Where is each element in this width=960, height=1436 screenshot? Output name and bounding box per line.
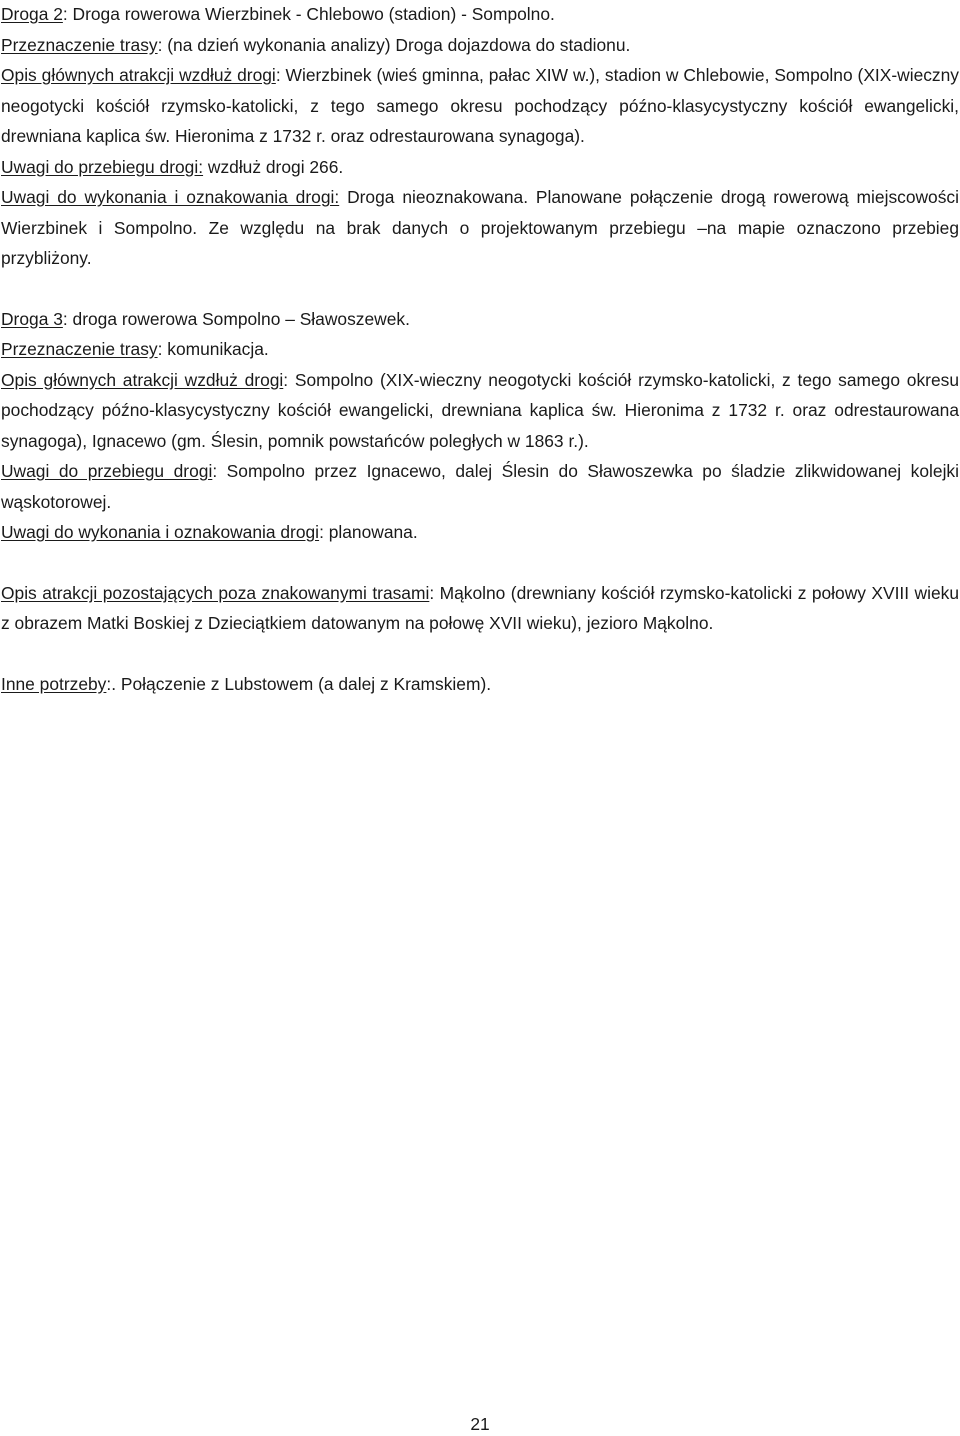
droga3-uwagi-wykonanie-label: Uwagi do wykonania i oznakowania drogi (1, 522, 320, 542)
inne-potrzeby-label: Inne potrzeby (1, 673, 107, 694)
droga3-title-label: Droga 3 (1, 308, 63, 329)
paragraph-gap (1, 639, 959, 669)
droga2-uwagi-wykonanie-label: Uwagi do wykonania i oznakowania drogi: (1, 187, 340, 207)
droga2-przeznaczenie-text: : (na dzień wykonania analizy) Droga dojazdowa do stadionu. (157, 34, 631, 55)
droga2-uwagi-wykonanie (1, 182, 959, 274)
droga3-przeznaczenie (1, 334, 959, 365)
droga3-opis-text: : Sompolno (XIX-wieczny neogotycki kościół rzymsko-katolicki, z tego samego okresu pochodzący późno-klasycystyczny kościół ewangelicki, drewniana kaplica św. Hieronima z 1732 r. oraz odrestaurowana synagoga), Ignacewo (gm. Ślesin, pomnik powstańców poległych w 1863 r.). (1, 369, 959, 451)
droga2-uwagi-przebieg-label: Uwagi do przebiegu drogi: (1, 156, 204, 177)
droga2-uwagi-przebieg (1, 152, 959, 183)
droga3-opis-label: Opis głównych atrakcji wzdłuż drogi (1, 369, 284, 390)
droga3-title (1, 304, 959, 335)
droga3-przeznaczenie-label: Przeznaczenie trasy (1, 339, 158, 359)
droga2-title (1, 0, 959, 30)
droga2-opis (1, 60, 959, 152)
droga2-przeznaczenie (1, 30, 959, 61)
droga2-title-label: Droga 2 (1, 4, 63, 24)
droga2-przeznaczenie-label: Przeznaczenie trasy (1, 34, 158, 55)
paragraph-gap (1, 548, 959, 578)
droga2-uwagi-przebieg-text: wzdłuż drogi 266. (203, 156, 344, 177)
atrakcje-poza-trasami (1, 578, 959, 639)
document-body (1, 0, 959, 699)
droga3-uwagi-przebieg-label: Uwagi do przebiegu drogi (1, 461, 213, 481)
droga3-uwagi-wykonanie-text: : planowana. (319, 522, 418, 542)
inne-potrzeby (1, 669, 959, 700)
atrakcje-poza-text: : Mąkolno (drewniany kościół rzymsko-katolicki z połowy XVIII wieku z obrazem Matki Boskiej z Dzieciątkiem datowanym na połowę XVII wieku), jezioro Mąkolno. (1, 582, 959, 633)
droga2-opis-text: : Wierzbinek (wieś gminna, pałac XIW w.), stadion w Chlebowie, Sompolno (XIX-wieczny neogotycki kościół rzymsko-katolicki, z tego samego okresu pochodzący późno-klasycystyczny kościół ewangelicki, drewniana kaplica św. Hieronima z 1732 r. oraz odrestaurowana synagoga). (1, 65, 959, 146)
atrakcje-poza-label: Opis atrakcji pozostających poza znakowanymi trasami (1, 582, 430, 603)
droga2-uwagi-wykonanie-text: Droga nieoznakowana. Planowane połączenie drogą rowerową miejscowości Wierzbinek i Sompolno. Ze względu na brak danych o projektowanym przebiegu –na mapie oznaczono przebieg przybliżony. (1, 187, 959, 268)
droga3-uwagi-wykonanie (1, 517, 959, 548)
page-number: 21 (470, 1414, 490, 1434)
droga2-title-text: : Droga rowerowa Wierzbinek - Chlebowo (stadion) - Sompolno. (62, 4, 555, 24)
droga3-uwagi-przebieg-text: : Sompolno przez Ignacewo, dalej Ślesin do Sławoszewka po śladzie zlikwidowanej kolejki wąskotorowej. (1, 461, 959, 512)
droga3-uwagi-przebieg (1, 456, 959, 517)
droga2-opis-label: Opis głównych atrakcji wzdłuż drogi (1, 65, 276, 85)
droga3-przeznaczenie-text: : komunikacja. (157, 339, 269, 359)
droga3-title-text: : droga rowerowa Sompolno – Sławoszewek. (62, 308, 410, 329)
inne-potrzeby-text: :. Połączenie z Lubstowem (a dalej z Kramskiem). (106, 673, 492, 694)
paragraph-gap (1, 274, 959, 304)
droga3-opis (1, 365, 959, 457)
